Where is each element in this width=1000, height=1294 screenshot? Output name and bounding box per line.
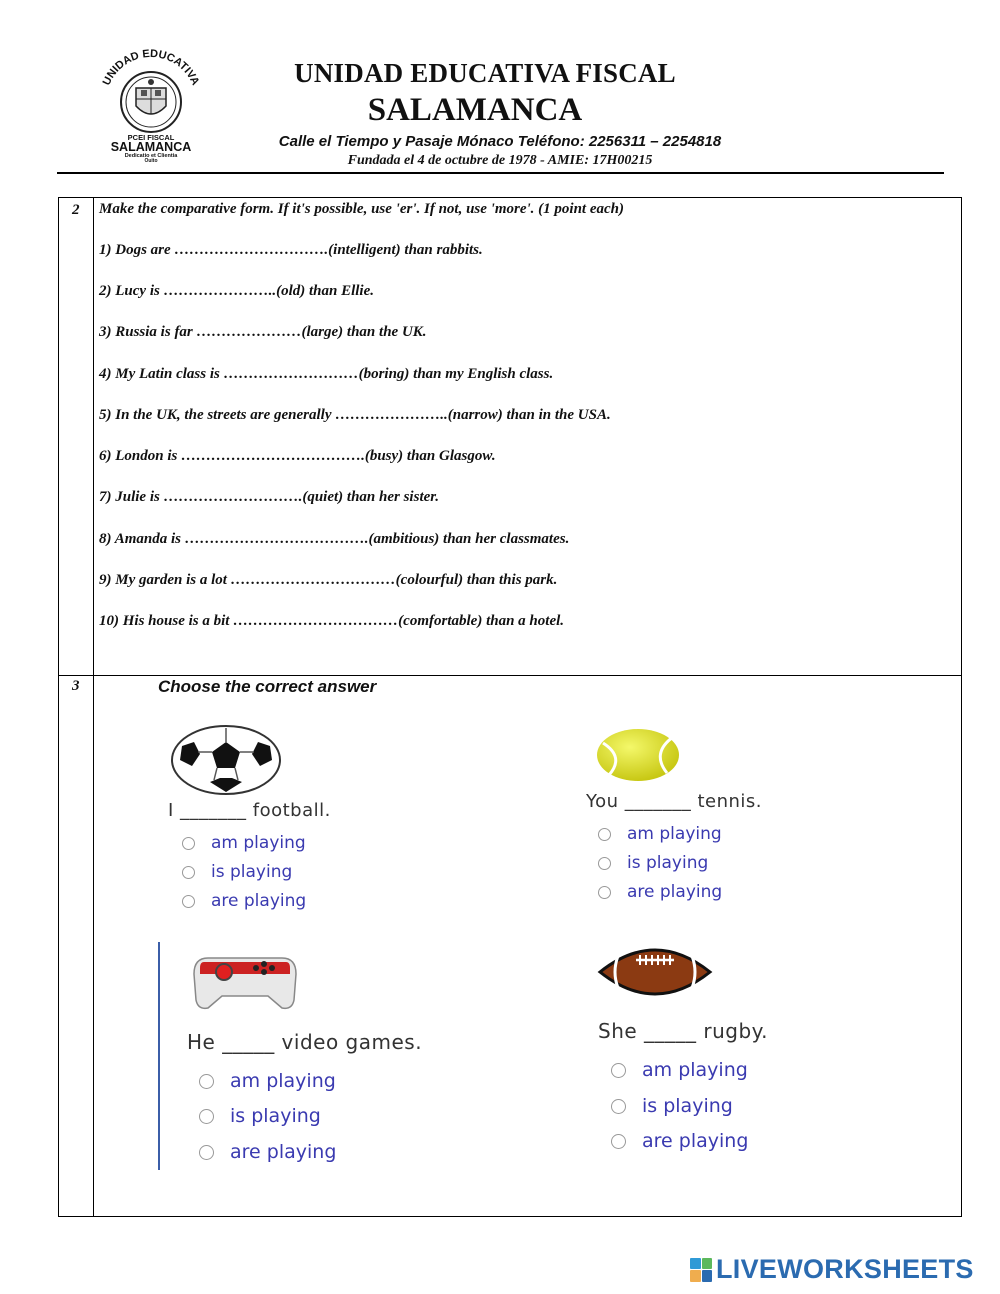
option-label: are playing — [211, 891, 307, 911]
radio-icon[interactable] — [598, 857, 611, 870]
option-label: are playing — [627, 882, 723, 902]
option-label: am playing — [211, 833, 306, 853]
exercise-item-7: 7) Julie is ……………………….(quiet) than her sister. — [99, 489, 440, 505]
option-football-are-playing[interactable] — [182, 891, 306, 911]
exercise-item-2: 2) Lucy is …………………..(old) than Ellie. — [99, 283, 374, 299]
liveworksheets-logo-icon — [690, 1258, 712, 1282]
exercise-item-9: 9) My garden is a lot ……………………………(colourful) than this park. — [99, 572, 558, 588]
radio-icon[interactable] — [611, 1063, 626, 1078]
rugby-ball-icon — [596, 942, 714, 1002]
radio-icon[interactable] — [182, 837, 195, 850]
option-label: am playing — [642, 1059, 748, 1081]
option-label: is playing — [211, 862, 293, 882]
worksheet-table — [58, 197, 962, 1217]
option-tennis-is-playing[interactable] — [598, 853, 708, 873]
logo-line1: PCEI FISCAL — [127, 133, 175, 142]
radio-icon[interactable] — [182, 866, 195, 879]
school-logo — [92, 44, 210, 162]
section2-number: 2 — [72, 202, 80, 218]
section3-title: Choose the correct answer — [158, 677, 377, 696]
game-controller-icon — [190, 950, 300, 1012]
logo-line2: SALAMANCA — [110, 140, 192, 154]
option-label: am playing — [230, 1070, 336, 1092]
exercise-item-4: 4) My Latin class is ………………………(boring) than my English class. — [99, 366, 554, 382]
radio-icon[interactable] — [199, 1074, 214, 1089]
tennis-ball-icon — [595, 727, 681, 783]
option-videogames-am-playing[interactable] — [199, 1070, 336, 1092]
option-label: am playing — [627, 824, 722, 844]
option-tennis-am-playing[interactable] — [598, 824, 722, 844]
table-row-divider — [58, 675, 962, 676]
option-tennis-are-playing[interactable] — [598, 882, 722, 902]
option-label: is playing — [642, 1095, 733, 1117]
option-videogames-are-playing[interactable] — [199, 1141, 336, 1163]
logo-line4: Quito — [144, 158, 158, 162]
radio-icon[interactable] — [182, 895, 195, 908]
exercise-item-5: 5) In the UK, the streets are generally …………………..(narrow) than in the USA. — [99, 407, 611, 423]
radio-icon[interactable] — [611, 1099, 626, 1114]
header-rule — [57, 172, 944, 174]
section3-number: 3 — [72, 678, 80, 694]
radio-icon[interactable] — [598, 886, 611, 899]
option-football-is-playing[interactable] — [182, 862, 292, 882]
exercise-item-3: 3) Russia is far …………………(large) than the UK. — [99, 324, 427, 340]
table-column-divider — [93, 197, 94, 1217]
question-rugby-text: She _____ rugby. — [598, 1019, 769, 1043]
radio-icon[interactable] — [611, 1134, 626, 1149]
option-label: are playing — [642, 1130, 749, 1152]
option-label: are playing — [230, 1141, 337, 1163]
option-football-am-playing[interactable] — [182, 833, 306, 853]
logo-line3: Dedicatio et Clientia — [124, 153, 178, 159]
option-label: is playing — [627, 853, 709, 873]
question-tennis-text: You _______ tennis. — [586, 791, 763, 812]
liveworksheets-brand-text: LIVEWORKSHEETS — [716, 1254, 974, 1284]
option-rugby-are-playing[interactable] — [611, 1130, 748, 1152]
exercise-item-10: 10) His house is a bit ……………………………(comfortable) than a hotel. — [99, 613, 565, 629]
exercise-item-8: 8) Amanda is ……………………………….(ambitious) than her classmates. — [99, 531, 570, 547]
school-name-line2: SALAMANCA — [367, 92, 583, 128]
radio-icon[interactable] — [598, 828, 611, 841]
liveworksheets-brand — [690, 1254, 974, 1285]
soccer-ball-icon — [170, 724, 282, 796]
logo-arc-text: UNIDAD EDUCATIVA — [100, 47, 202, 88]
school-address: Calle el Tiempo y Pasaje Mónaco Teléfono: 2256311 – 2254818 — [278, 133, 722, 150]
school-name-line1: UNIDAD EDUCATIVA FISCAL — [294, 58, 676, 88]
option-videogames-is-playing[interactable] — [199, 1105, 321, 1127]
question-videogames-text: He _____ video games. — [187, 1030, 423, 1054]
exercise-item-6: 6) London is ……………………………….(busy) than Glasgow. — [99, 448, 496, 464]
school-founded: Fundada el 4 de octubre de 1978 - AMIE: 17H00215 — [347, 153, 653, 168]
radio-icon[interactable] — [199, 1145, 214, 1160]
section2-instruction: Make the comparative form. If it's possible, use 'er'. If not, use 'more'. (1 point each) — [99, 201, 624, 217]
question-accent-bar — [158, 942, 160, 1170]
radio-icon[interactable] — [199, 1109, 214, 1124]
option-label: is playing — [230, 1105, 321, 1127]
exercise-item-1: 1) Dogs are ………………………….(intelligent) than rabbits. — [99, 242, 483, 258]
question-football-text: I _______ football. — [168, 800, 331, 821]
option-rugby-is-playing[interactable] — [611, 1095, 733, 1117]
option-rugby-am-playing[interactable] — [611, 1059, 748, 1081]
